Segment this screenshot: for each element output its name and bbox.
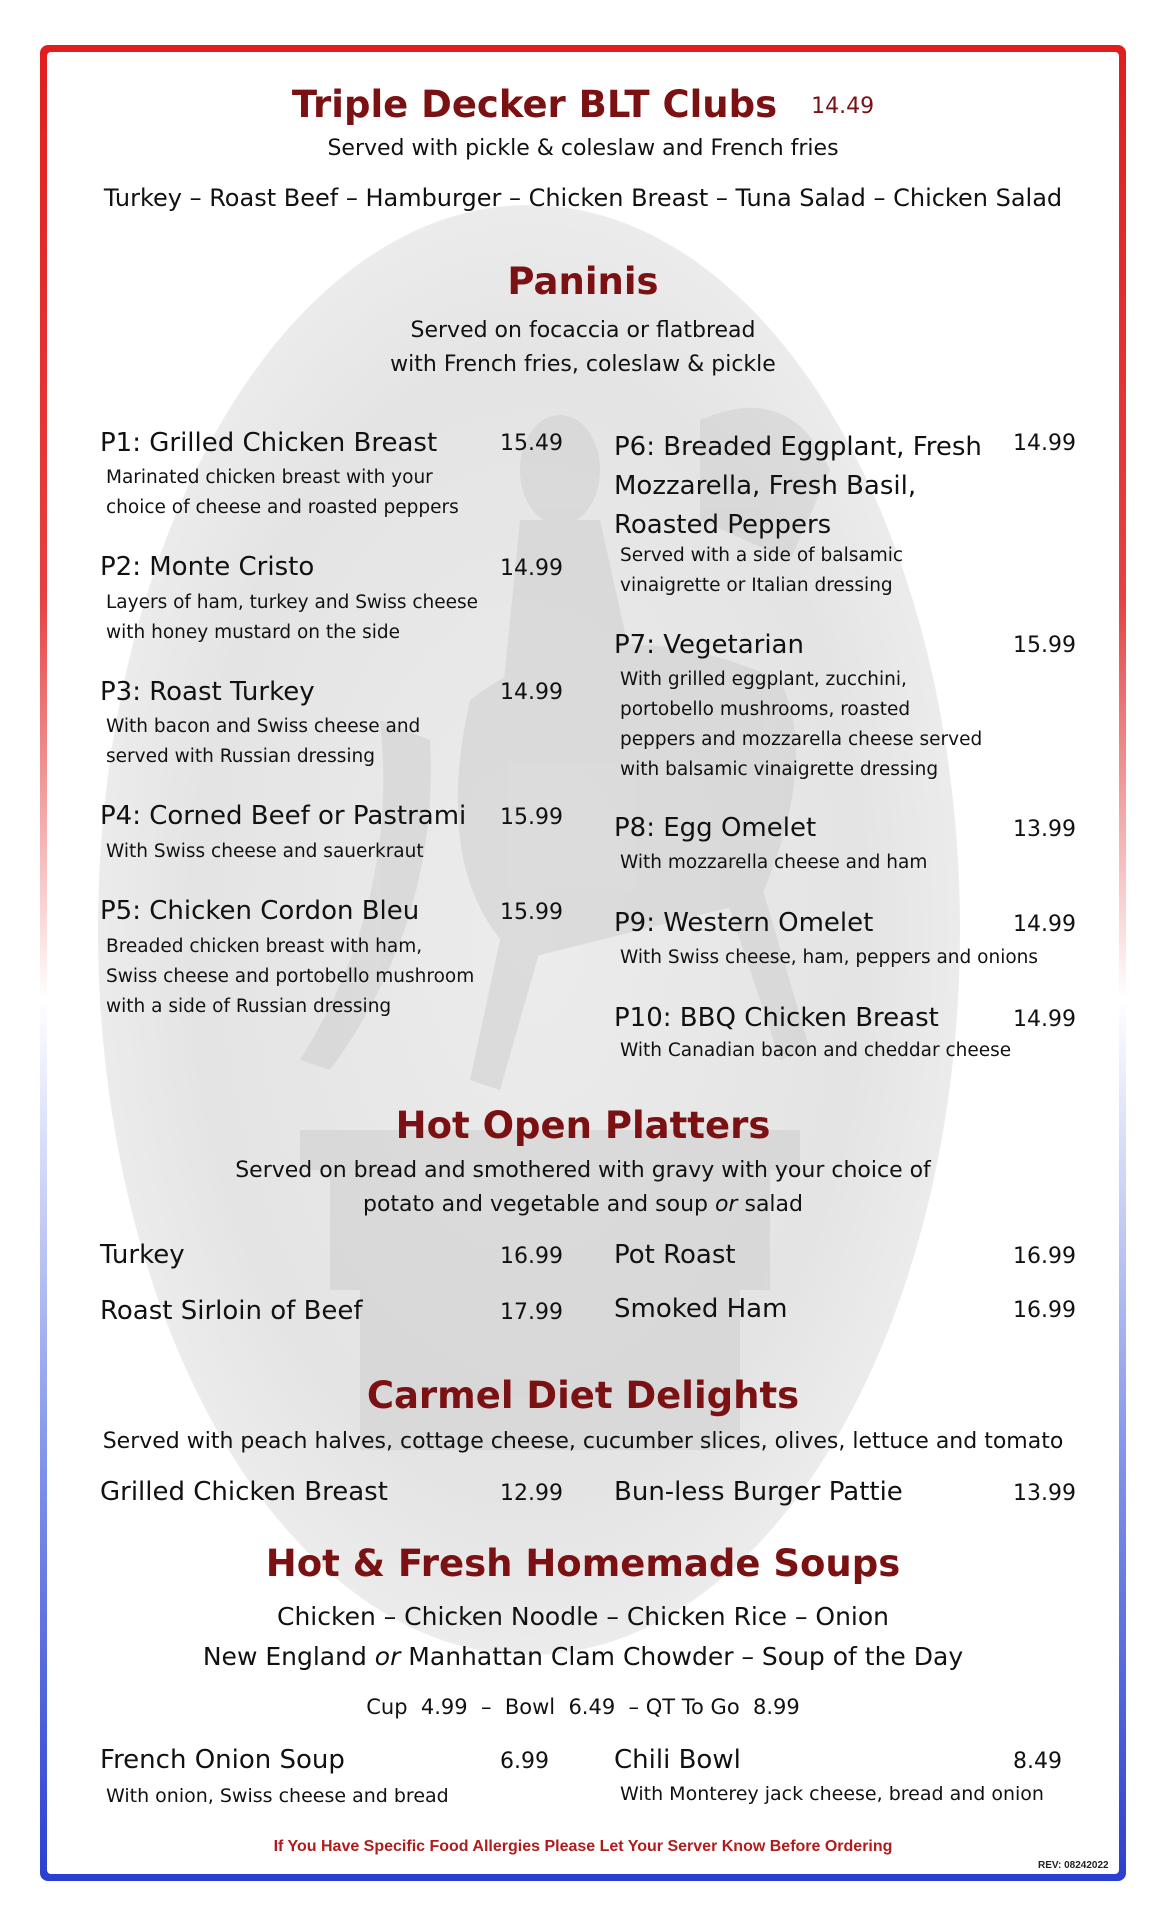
platter-pot-roast-price: 16.99 — [1013, 1244, 1076, 1269]
paninis-title: Paninis — [507, 260, 659, 303]
panini-p9-desc: With Swiss cheese, ham, peppers and onions — [620, 947, 1039, 968]
soup-french-onion-price: 6.99 — [500, 1749, 549, 1774]
platters-title: Hot Open Platters — [395, 1104, 771, 1147]
panini-p7-name: P7: Vegetarian — [614, 630, 804, 660]
blt-subtitle: Served with pickle & coleslaw and French fries — [327, 136, 839, 161]
platters-subtitle-2: potato and vegetable and soup or salad — [363, 1192, 803, 1217]
platter-turkey-name: Turkey — [100, 1240, 185, 1270]
diet-chicken-price: 12.99 — [500, 1481, 563, 1506]
soup-chili-desc: With Monterey jack cheese, bread and onion — [620, 1783, 1044, 1805]
panini-p8-desc: With mozzarella cheese and ham — [620, 852, 928, 873]
panini-p7-desc: With grilled eggplant, zucchini, — [620, 669, 907, 690]
panini-p3-name: P3: Roast Turkey — [100, 677, 315, 707]
panini-p8-price: 13.99 — [1013, 817, 1076, 842]
panini-p10-price: 14.99 — [1013, 1007, 1076, 1032]
panini-p3-price: 14.99 — [500, 680, 563, 705]
blt-choices: Turkey – Roast Beef – Hamburger – Chicken Breast – Tuna Salad – Chicken Salad — [103, 184, 1063, 212]
allergy-notice: If You Have Specific Food Allergies Please Let Your Server Know Before Ordering — [273, 1838, 893, 1855]
platter-sirloin-price: 17.99 — [500, 1300, 563, 1325]
panini-p7-desc: portobello mushrooms, roasted — [620, 699, 911, 720]
panini-p9-name: P9: Western Omelet — [614, 908, 874, 938]
panini-p2-desc: with honey mustard on the side — [106, 622, 401, 643]
platter-ham-name: Smoked Ham — [614, 1294, 788, 1324]
panini-p4-price: 15.99 — [500, 805, 563, 830]
diet-subtitle: Served with peach halves, cottage cheese, cucumber slices, olives, lettuce and tomato — [102, 1429, 1064, 1454]
platter-sirloin-name: Roast Sirloin of Beef — [100, 1296, 363, 1326]
panini-p6-name: P6: Breaded Eggplant, Fresh — [614, 432, 982, 462]
panini-p8-name: P8: Egg Omelet — [614, 813, 817, 843]
platter-ham-price: 16.99 — [1013, 1298, 1076, 1323]
soup-chili-price: 8.49 — [1013, 1749, 1062, 1774]
revision-label: REV: 08242022 — [1038, 1860, 1109, 1871]
panini-p6-desc: Served with a side of balsamic — [620, 545, 904, 566]
panini-p1-desc: choice of cheese and roasted peppers — [106, 497, 459, 518]
soup-french-onion-name: French Onion Soup — [100, 1745, 345, 1775]
panini-p6-name: Mozzarella, Fresh Basil, — [614, 471, 917, 501]
soup-chili-name: Chili Bowl — [614, 1745, 741, 1775]
panini-p7-price: 15.99 — [1013, 633, 1076, 658]
soups-line-2: New England or Manhattan Clam Chowder – Soup of the Day — [202, 1642, 964, 1671]
panini-p5-price: 15.99 — [500, 900, 563, 925]
panini-p7-desc: peppers and mozzarella cheese served — [620, 729, 983, 750]
platter-pot-roast-name: Pot Roast — [614, 1240, 736, 1270]
panini-p2-price: 14.99 — [500, 556, 563, 581]
diet-burger-price: 13.99 — [1013, 1481, 1076, 1506]
platters-subtitle-1: Served on bread and smothered with gravy with your choice of — [235, 1158, 931, 1183]
soup-french-onion-desc: With onion, Swiss cheese and bread — [106, 1785, 449, 1807]
panini-p5-desc: Breaded chicken breast with ham, — [106, 936, 423, 957]
panini-p3-desc: served with Russian dressing — [106, 746, 376, 767]
panini-p1-desc: Marinated chicken breast with your — [106, 467, 433, 488]
panini-p1-price: 15.49 — [500, 431, 563, 456]
blt-price: 14.49 — [811, 94, 875, 119]
panini-p2-desc: Layers of ham, turkey and Swiss cheese — [106, 592, 479, 613]
panini-p5-desc: with a side of Russian dressing — [106, 996, 392, 1017]
panini-p2-name: P2: Monte Cristo — [100, 552, 315, 582]
diet-title: Carmel Diet Delights — [366, 1374, 800, 1417]
paninis-subtitle-2: with French fries, coleslaw & pickle — [390, 352, 776, 377]
platter-turkey-price: 16.99 — [500, 1244, 563, 1269]
panini-p4-desc: With Swiss cheese and sauerkraut — [106, 841, 424, 862]
panini-p3-desc: With bacon and Swiss cheese and — [106, 716, 421, 737]
panini-p7-desc: with balsamic vinaigrette dressing — [620, 759, 939, 780]
diet-chicken-name: Grilled Chicken Breast — [100, 1477, 388, 1507]
paninis-subtitle-1: Served on focaccia or flatbread — [410, 318, 756, 343]
soups-title: Hot & Fresh Homemade Soups — [265, 1542, 901, 1585]
blt-title: Triple Decker BLT Clubs — [291, 83, 778, 126]
panini-p1-name: P1: Grilled Chicken Breast — [100, 428, 438, 458]
panini-p9-price: 14.99 — [1013, 912, 1076, 937]
panini-p6-name: Roasted Peppers — [614, 510, 832, 540]
panini-p10-desc: With Canadian bacon and cheddar cheese — [620, 1040, 1012, 1061]
diet-burger-name: Bun-less Burger Pattie — [614, 1477, 903, 1507]
panini-p6-desc: vinaigrette or Italian dressing — [620, 575, 893, 596]
panini-p5-name: P5: Chicken Cordon Bleu — [100, 896, 420, 926]
panini-p4-name: P4: Corned Beef or Pastrami — [100, 801, 467, 831]
panini-p10-name: P10: BBQ Chicken Breast — [614, 1003, 939, 1033]
soups-line-1: Chicken – Chicken Noodle – Chicken Rice – Onion — [276, 1602, 890, 1631]
soups-sizes: Cup 4.99 – Bowl 6.49 – QT To Go 8.99 — [366, 1695, 800, 1719]
panini-p5-desc: Swiss cheese and portobello mushroom — [106, 966, 475, 987]
panini-p6-price: 14.99 — [1013, 431, 1076, 456]
